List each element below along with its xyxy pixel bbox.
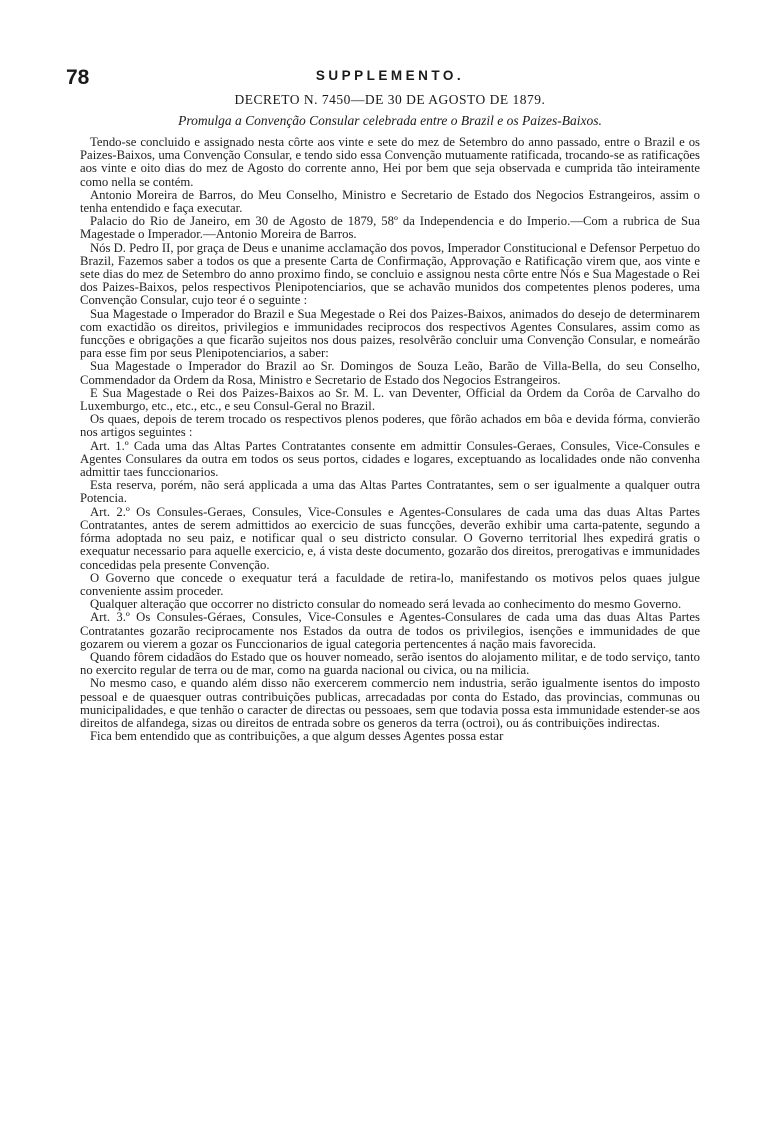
paragraph: O Governo que concede o exequatur terá a faculdade de retira-lo, manifestando os motivos pelos quaes julgue conveniente assim proceder. <box>80 570 700 598</box>
paragraph: No mesmo caso, e quando além disso não exercerem commercio nem industria, serão igualmente isentos do imposto pessoal e de quaesquer outras contribuições publicas, arrecadadas por conta do Estado, das provincias, communas ou municipalidades, e que tenhão o caracter de directas ou pessoaes, sem que todavia possa esta immunidade estender-se aos direitos de alfandega, sizas ou direitos de entrada sobre os generos da terra (octroi), ou ás contribuições indirectas. <box>80 676 700 730</box>
page-number: 78 <box>66 66 90 89</box>
running-title: SUPPLEMENTO. <box>315 68 465 83</box>
paragraph: E Sua Magestade o Rei dos Paizes-Baixos ao Sr. M. L. van Deventer, Official da Ordem da Corôa de Carvalho do Luxemburgo, etc., etc., etc., e seu Consul-Geral no Brazil. <box>80 385 700 414</box>
article-paragraph: Art. 2.º Os Consules-Geraes, Consules, Vice-Consules e Agentes-Consulares de cada uma das duas Altas Partes Contratantes, antes de serem admittidos ao exercicio de suas funcções, deverão exhibir uma carta-patente, segundo a fórma adoptada no seu paiz, e notificar qual o seu districto consular. O Governo territorial lhes expedirá gratis o exequatur necessario para aquelle exercicio, e, á vista deste documento, gozarão dos direitos, prerogativas e immunidades concedidas pela presente Convenção. <box>80 504 700 572</box>
decree-title: DECRETO N. 7450—DE 30 DE AGOSTO DE 1879. <box>234 92 546 107</box>
paragraph: Tendo-se concluido e assignado nesta côrte aos vinte e sete do mez de Setembro do anno passado, entre o Brazil e os Paizes-Baixos, uma Convenção Consular, e tendo sido essa Convenção mutuamente ratificada, trocando-se as ratificações aos vinte e oito dias do mez de Agosto do corrente anno, Hei por bem que seja observada e cumprida tão inteiramente como nella se contém. <box>80 135 700 189</box>
paragraph: Palacio do Rio de Janeiro, em 30 de Agosto de 1879, 58º da Independencia e do Imperio.—Com a rubrica de Sua Magestade o Imperador.—Antonio Moreira de Barros. <box>80 214 700 242</box>
paragraph: Esta reserva, porém, não será applicada a uma das Altas Partes Contratantes, sem o ser igualmente a qualquer outra Potencia. <box>80 478 700 506</box>
paragraph: Quando fôrem cidadãos do Estado que os houver nomeado, serão isentos do alojamento militar, e de todo serviço, tanto no exercito regular de terra ou de mar, como na guarda nacional ou civica, ou na milicia. <box>80 649 700 678</box>
paragraph: Nós D. Pedro II, por graça de Deus e unanime acclamação dos povos, Imperador Constitucional e Defensor Perpetuo do Brazil, Fazemos saber a todos os que a presente Carta de Confirmação, Approvação e Ratificação virem que, aos vinte e sete dias do mez de Setembro do anno proximo findo, se concluio e assignou nesta côrte entre Nós e Sua Magestade o Rei dos Paizes-Baixos, pelos respectivos Plenipotenciarios, que se achavão munidos dos competentes plenos poderes, uma Convenção Consular, cujo teor é o seguinte : <box>80 240 700 308</box>
paragraph: Sua Magestade o Imperador do Brazil ao Sr. Domingos de Souza Leão, Barão de Villa-Bella, do seu Conselho, Commendador da Ordem da Rosa, Ministro e Secretario de Estado dos Negocios Estrangeiros. <box>80 359 700 387</box>
paragraph: Qualquer alteração que occorrer no districto consular do nomeado será levada ao conhecimento do mesmo Governo. <box>90 597 682 612</box>
paragraph: Antonio Moreira de Barros, do Meu Conselho, Ministro e Secretario de Estado dos Negocios Estrangeiros, assim o tenha entendido e faça executar. <box>80 187 700 216</box>
document-body <box>80 136 700 743</box>
page-header <box>66 58 700 92</box>
promulgation-heading: Promulga a Convenção Consular celebrada entre o Brazil e os Paizes-Baixos. <box>178 113 602 128</box>
article-paragraph: Art. 1.º Cada uma das Altas Partes Contratantes consente em admittir Consules-Geraes, Consules, Vice-Consules e Agentes Consulares da outra em todos os seus portos, cidades e logares, exceptuando as localidades onde não convenha admittir taes funccionarios. <box>80 438 700 480</box>
paragraph: Fica bem entendido que as contribuições, a que algum desses Agentes possa estar <box>90 729 504 744</box>
paragraph: Sua Magestade o Imperador do Brazil e Sua Megestade o Rei dos Paizes-Baixos, animados do desejo de determinarem com exactidão os direitos, privilegios e immunidades reciprocos dos respectivos Agentes Consulares, assim como as funcções e obrigações a que ficarão sujeitos nos dous paizes, resolvêrão concluir uma Convenção Consular, e nomeárão para esse fim por seus Plenipotenciarios, a saber: <box>80 306 700 361</box>
document-page <box>66 58 700 744</box>
paragraph: Os quaes, depois de terem trocado os respectivos plenos poderes, que fôrão achados em bôa e devida fórma, convierão nos artigos seguintes : <box>80 412 700 440</box>
article-paragraph: Art. 3.º Os Consules-Géraes, Consules, Vice-Consules e Agentes-Consulares de cada uma das duas Altas Partes Contratantes gozarão reciprocamente nos Estados da outra de todos os privilegios, isenções e immunidades de que gozarem ou vierem a gozar os Funccionarios de igual categoria pertencentes á nação mais favorecida. <box>80 610 700 651</box>
